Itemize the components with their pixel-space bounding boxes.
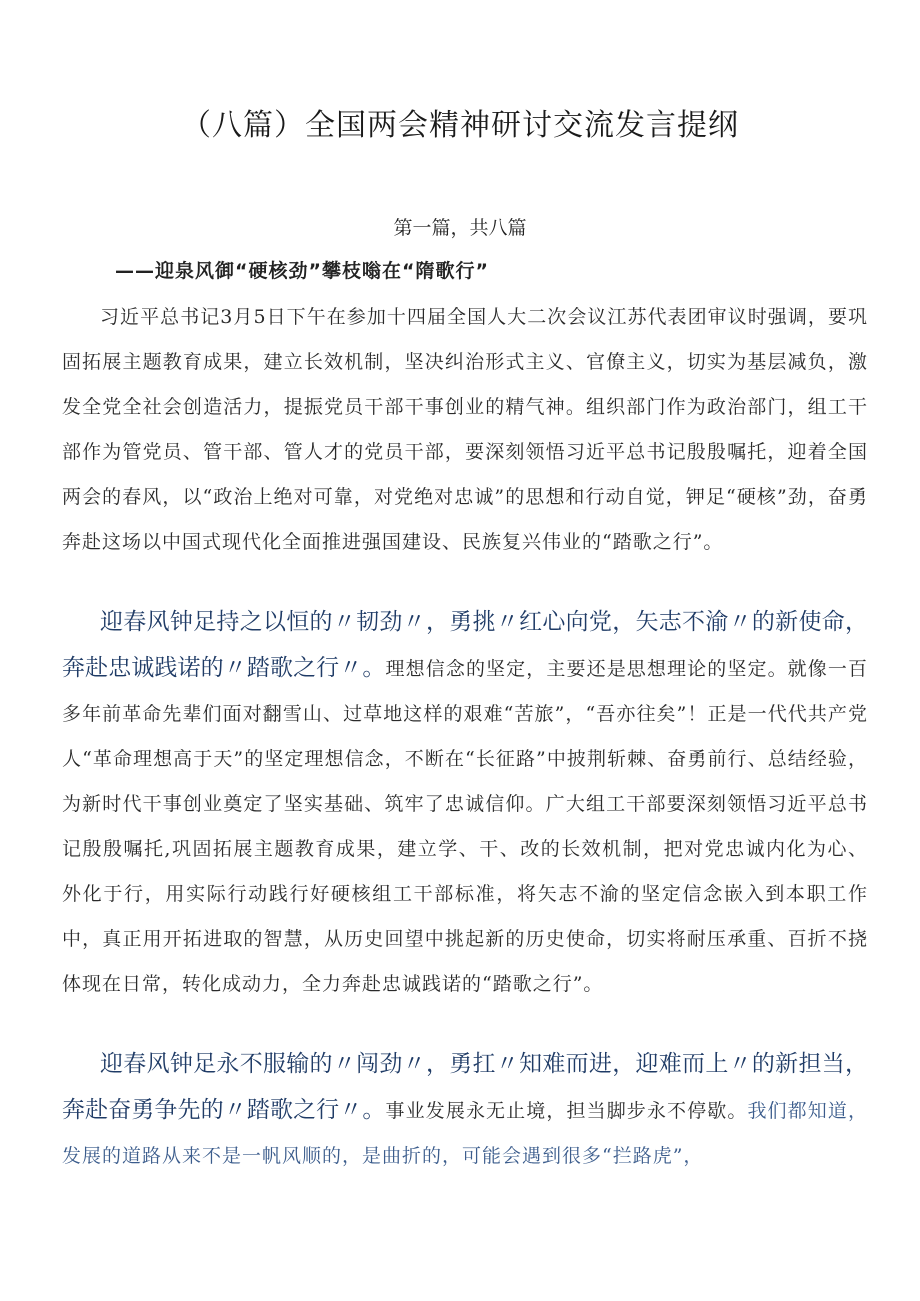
paragraph-3-heading: 迎春风钟足永不服输的〃闯劲〃，勇扛〃知难而进，迎难而上〃的新担当，奔赴奋勇争先的〃踏歌之行〃。: [62, 1051, 868, 1123]
paragraph-3-blue-text: 我们都知道，发展的道路从来不是一帆风顺的，是曲折的，可能会遇到很多“拦路虎”，: [62, 1100, 868, 1167]
paragraph-3-text: 事业发展永无止境，担当脚步永不停歇。: [385, 1100, 748, 1122]
paragraph-3: [62, 1042, 868, 1179]
paragraph-2-heading: 迎春风钟足持之以恒的〃韧劲〃，勇挑〃红心向党，矢志不渝〃的新使命，奔赴忠诚践诺的〃踏歌之行〃。: [62, 609, 868, 681]
paragraph-1: [62, 295, 868, 565]
chapter-label: 第一篇，共八篇: [393, 217, 527, 239]
paragraph-1-text: 习近平总书记3月5日下午在参加十四届全国人大二次会议江苏代表团审议时强调，要巩固拓展主题教育成果，建立长效机制，坚决纠治形式主义、官僚主义，切实为基层减负，激发全党全社会创造活力，提振党员干部干事创业的精气神。组织部门作为政治部门，组工干部作为管党员、管干部、管人才的党员干部，要深刻领悟习近平总书记殷殷嘱托，迎着全国两会的春风，以“政治上绝对可靠，对党绝对忠诚”的思想和行动自觉，钾足“硬核”劲，奋勇奔赴这场以中国式现代化全面推进强国建设、民族复兴伟业的“踏歌之行”。: [62, 306, 868, 553]
document-title: （八篇）全国两会精神研讨交流发言提纲: [181, 108, 739, 143]
paragraph-2-text: 理想信念的坚定，主要还是思想理论的坚定。就像一百多年前革命先辈们面对翻雪山、过草地这样的艰难“苦旅”，“吾亦往矣”！正是一代代共产党人“革命理想高于天”的坚定理想信念，不断在“长征路”中披荆斩棘、奋勇前行、总结经验，为新时代干事创业奠定了坚实基础、筑牢了忠诚信仰。广大组工干部要深刻领悟习近平总书记殷殷嘱托,巩固拓展主题教育成果，建立学、干、改的长效机制，把对党忠诚内化为心、外化于行，用实际行动践行好硬核组工干部标准，将矢志不渝的坚定信念嵌入到本职工作中，真正用开拓进取的智慧，从历史回望中挑起新的历史使命，切实将耐压承重、百折不挠体现在日常，转化成动力，全力奔赴忠诚践诺的“踏歌之行”。: [62, 658, 868, 995]
paragraph-2: [62, 600, 868, 1007]
document-subtitle: ——迎泉风御“硬核劲”攀枝嗡在“隋歌行”: [115, 260, 489, 282]
